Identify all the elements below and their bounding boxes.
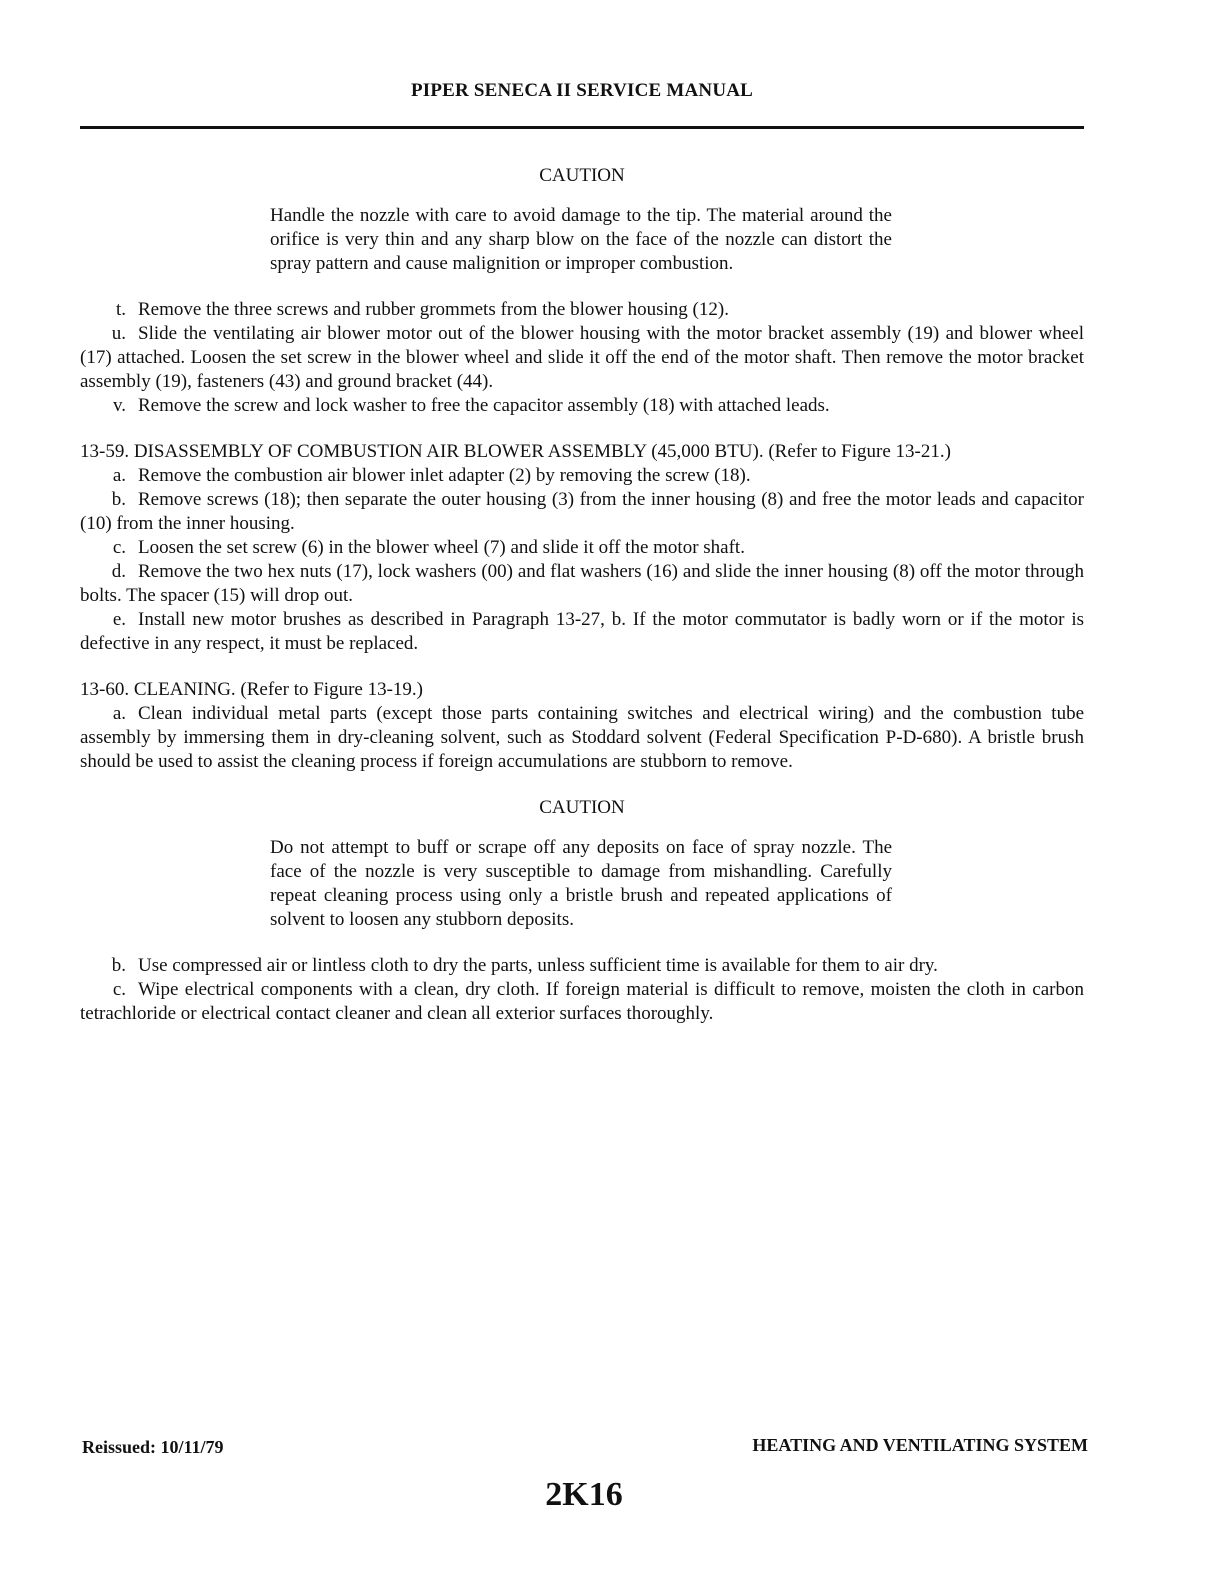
step-text: Slide the ventilating air blower motor out of the blower housing with the motor bracket assembly (19) and blower wheel (17) attached. Loosen the set screw in the blower wheel and slide it off the end of the motor shaft. Then remove the motor bracket assembly (19), fasteners (43) and ground bracket (44). bbox=[80, 323, 1084, 392]
step-text: Remove the two hex nuts (17), lock washers (00) and flat washers (16) and slide the inner housing (8) off the motor through bolts. The spacer (15) will drop out. bbox=[80, 561, 1084, 606]
step-v bbox=[80, 394, 1084, 418]
step-c bbox=[80, 536, 1084, 560]
caution-text: Do not attempt to buff or scrape off any deposits on face of spray nozzle. The face of the nozzle is very susceptible to damage from mishandling. Carefully repeat cleaning process using only a bristle brush and repeated applications of solvent to loosen any stubborn deposits. bbox=[270, 837, 892, 930]
step-marker: d. bbox=[111, 561, 126, 582]
step-marker: v. bbox=[112, 395, 126, 416]
step-marker: b. bbox=[111, 955, 126, 976]
caution-title: CAUTION bbox=[539, 797, 625, 818]
caution-block bbox=[80, 164, 1084, 276]
step-marker: u. bbox=[111, 323, 126, 344]
step-text: Remove the three screws and rubber grommets from the blower housing (12). bbox=[138, 299, 729, 320]
step-e bbox=[80, 608, 1084, 656]
step-marker: b. bbox=[111, 489, 126, 510]
step-t bbox=[80, 298, 1084, 322]
step-b bbox=[80, 488, 1084, 536]
step-marker: a. bbox=[112, 465, 126, 486]
caution-block bbox=[80, 796, 1084, 932]
step-text: Remove the screw and lock washer to free the capacitor assembly (18) with attached leads. bbox=[138, 395, 830, 416]
step-a bbox=[80, 702, 1084, 774]
step-text: Use compressed air or lintless cloth to dry the parts, unless sufficient time is available for them to air dry. bbox=[138, 955, 938, 976]
header-rule bbox=[80, 126, 1084, 129]
step-text: Install new motor brushes as described in Paragraph 13-27, b. If the motor commutator is badly worn or if the motor is defective in any respect, it must be replaced. bbox=[80, 609, 1084, 654]
step-b bbox=[80, 954, 1084, 978]
step-marker: c. bbox=[112, 537, 126, 558]
section-heading-13-59: 13-59. DISASSEMBLY OF COMBUSTION AIR BLOWER ASSEMBLY (45,000 BTU). (Refer to Figure 13-21.) bbox=[80, 441, 951, 462]
step-text: Remove the combustion air blower inlet adapter (2) by removing the screw (18). bbox=[138, 465, 751, 486]
step-text: Remove screws (18); then separate the outer housing (3) from the inner housing (8) and free the motor leads and capacitor (10) from the inner housing. bbox=[80, 489, 1084, 534]
step-marker: a. bbox=[112, 703, 126, 724]
step-text: Loosen the set screw (6) in the blower wheel (7) and slide it off the motor shaft. bbox=[138, 537, 745, 558]
step-marker: c. bbox=[112, 979, 126, 1000]
step-marker: t. bbox=[115, 299, 126, 320]
step-c bbox=[80, 978, 1084, 1026]
step-text: Wipe electrical components with a clean, dry cloth. If foreign material is difficult to remove, moisten the cloth in carbon tetrachloride or electrical contact cleaner and clean all exterior surfaces thoroughly. bbox=[80, 979, 1084, 1024]
section-title: HEATING AND VENTILATING SYSTEM bbox=[752, 1435, 1088, 1455]
step-marker: e. bbox=[112, 609, 126, 630]
page-header: PIPER SENECA II SERVICE MANUAL bbox=[410, 80, 754, 101]
step-text: Clean individual metal parts (except those parts containing switches and electrical wiring) and the combustion tube assembly by immersing them in dry-cleaning solvent, such as Stoddard solvent (Federal Specification P-D-680). A bristle brush should be used to assist the cleaning process if foreign accumulations are stubborn to remove. bbox=[80, 703, 1084, 772]
section-heading-13-60: 13-60. CLEANING. (Refer to Figure 13-19.) bbox=[80, 679, 423, 700]
caution-title: CAUTION bbox=[539, 165, 625, 186]
document-body bbox=[80, 164, 1084, 1026]
step-d bbox=[80, 560, 1084, 608]
step-u bbox=[80, 322, 1084, 394]
reissued-date: Reissued: 10/11/79 bbox=[82, 1437, 224, 1457]
page-number: 2K16 bbox=[545, 1476, 623, 1513]
step-a bbox=[80, 464, 1084, 488]
caution-text: Handle the nozzle with care to avoid damage to the tip. The material around the orifice is very thin and any sharp blow on the face of the nozzle can distort the spray pattern and cause malignition or improper combustion. bbox=[270, 205, 892, 274]
